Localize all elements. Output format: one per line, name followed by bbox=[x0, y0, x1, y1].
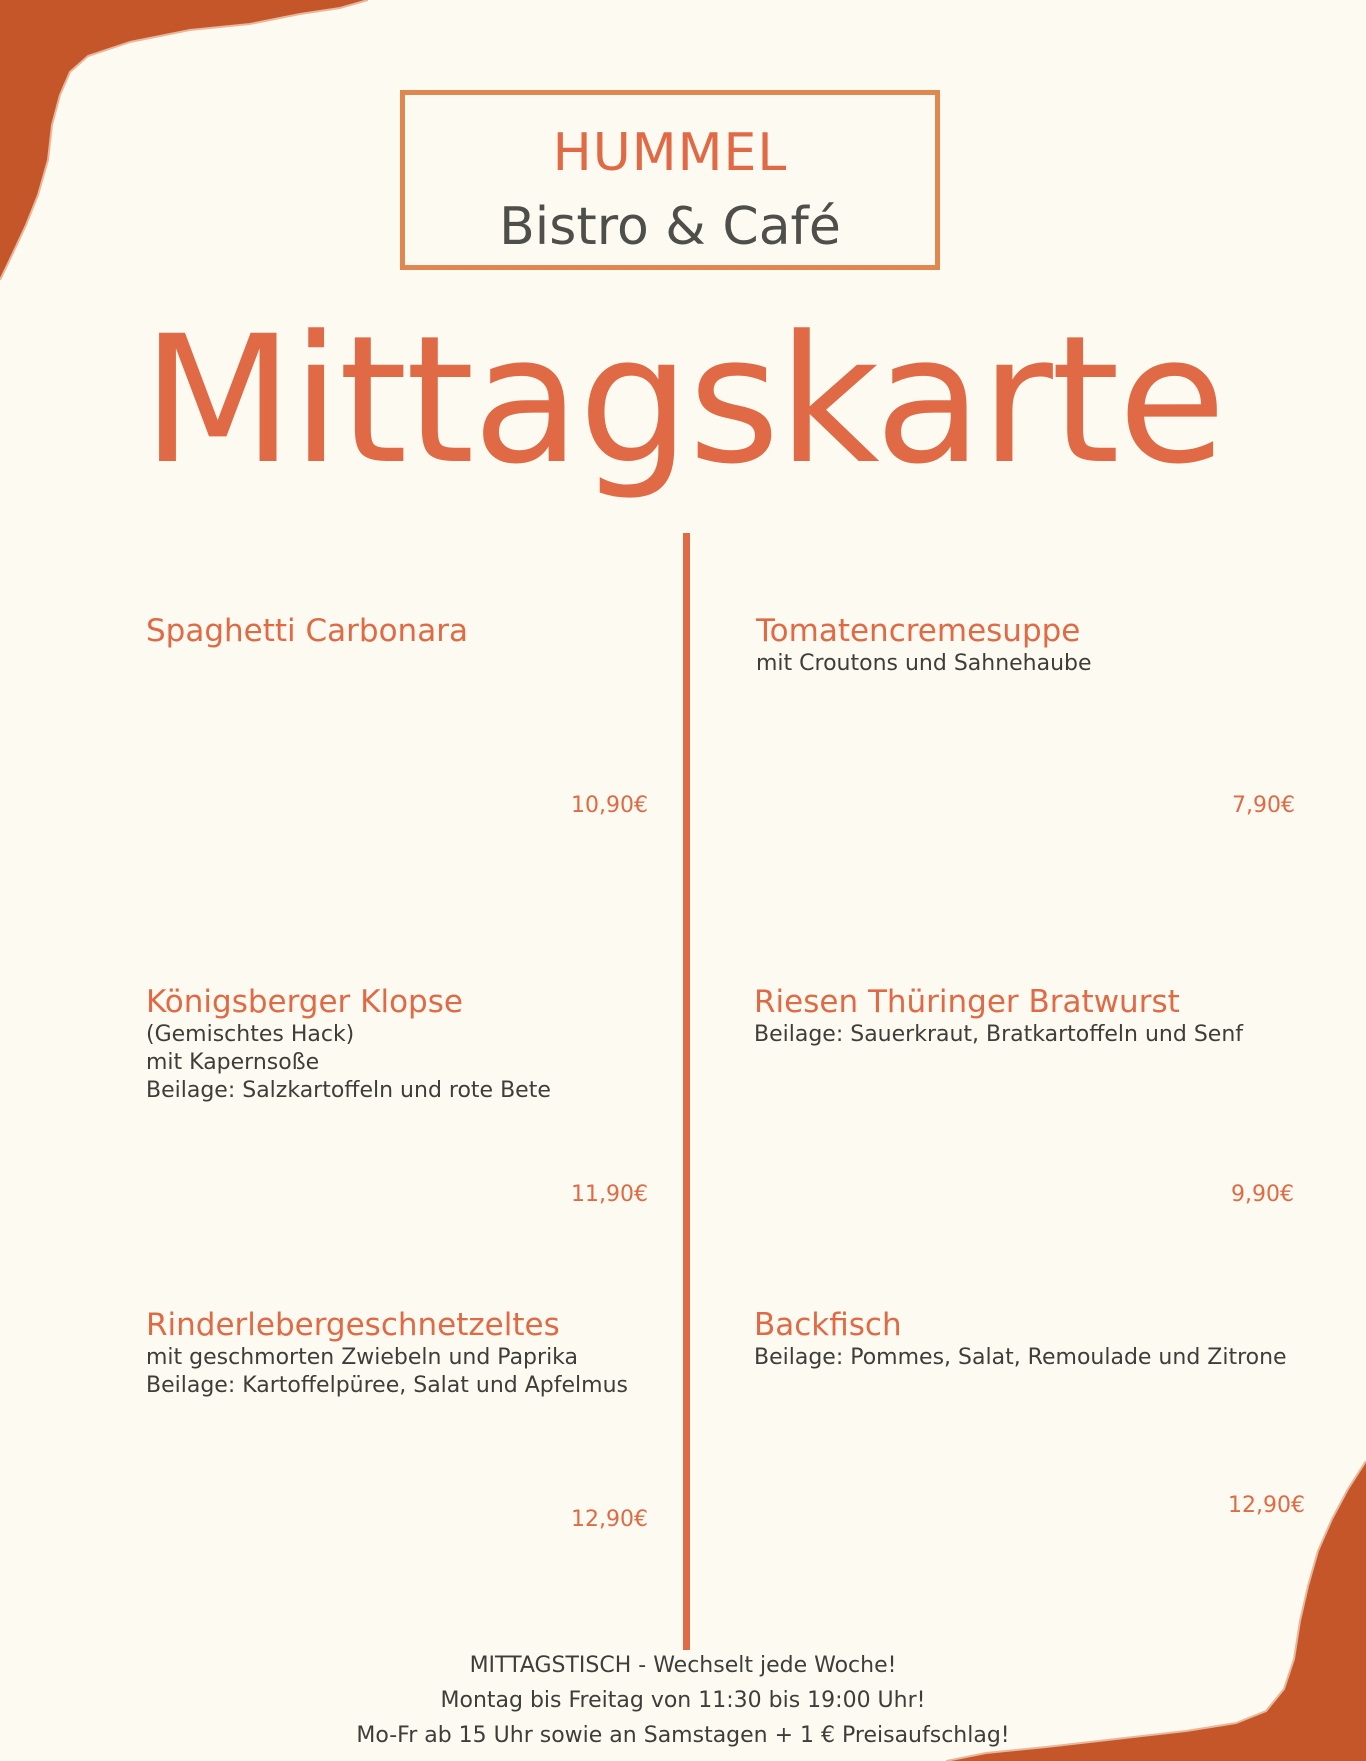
menu-item-price: 12,90€ bbox=[1228, 1493, 1305, 1518]
page-title: Mittagskarte bbox=[141, 298, 1225, 503]
footer-line: MITTAGSTISCH - Wechselt jede Woche! bbox=[469, 1653, 897, 1678]
menu-item-description: Beilage: Salzkartoffeln und rote Bete bbox=[146, 1078, 551, 1103]
menu-item-description: mit geschmorten Zwiebeln und Paprika bbox=[146, 1345, 579, 1370]
menu-item-description: (Gemischtes Hack) bbox=[146, 1022, 355, 1047]
footer-line: Mo-Fr ab 15 Uhr sowie an Samstagen + 1 € Preisaufschlag! bbox=[356, 1723, 1010, 1748]
menu-item-name: Spaghetti Carbonara bbox=[146, 613, 468, 649]
torn-paper-corner-top-left bbox=[0, 0, 380, 290]
menu-item bbox=[146, 983, 706, 1105]
menu-item-price: 11,90€ bbox=[571, 1182, 648, 1207]
logo-frame bbox=[400, 90, 940, 270]
menu-item-name: Königsberger Klopse bbox=[146, 984, 463, 1020]
footer-line: Montag bis Freitag von 11:30 bis 19:00 Uhr! bbox=[440, 1688, 926, 1713]
menu-item-price: 9,90€ bbox=[1231, 1182, 1294, 1207]
menu-item bbox=[146, 1306, 706, 1400]
menu-item-description: Beilage: Sauerkraut, Bratkartoffeln und Senf bbox=[754, 1022, 1244, 1047]
menu-item-name: Rinderlebergeschnetzeltes bbox=[146, 1307, 560, 1343]
menu-item-price: 12,90€ bbox=[571, 1507, 648, 1532]
menu-item-description: Beilage: Kartoffelpüree, Salat und Apfelmus bbox=[146, 1373, 628, 1398]
menu-item bbox=[754, 1306, 1314, 1372]
menu-item bbox=[754, 983, 1314, 1049]
menu-item-price: 10,90€ bbox=[571, 793, 648, 818]
menu-item-price: 7,90€ bbox=[1232, 793, 1295, 818]
brand-name: HUMMEL bbox=[552, 123, 788, 183]
menu-item-name: Backfisch bbox=[754, 1307, 902, 1343]
brand-subtitle: Bistro & Café bbox=[499, 197, 841, 257]
menu-item-description: mit Croutons und Sahnehaube bbox=[756, 651, 1092, 676]
footer-notes bbox=[0, 1648, 1366, 1753]
menu-item bbox=[756, 612, 1316, 678]
menu-item-description: mit Kapernsoße bbox=[146, 1050, 320, 1075]
menu-item-description: Beilage: Pommes, Salat, Remoulade und Zitrone bbox=[754, 1345, 1287, 1370]
menu-item-name: Tomatencremesuppe bbox=[756, 613, 1081, 649]
menu-item bbox=[146, 612, 706, 650]
menu-item-name: Riesen Thüringer Bratwurst bbox=[754, 984, 1180, 1020]
